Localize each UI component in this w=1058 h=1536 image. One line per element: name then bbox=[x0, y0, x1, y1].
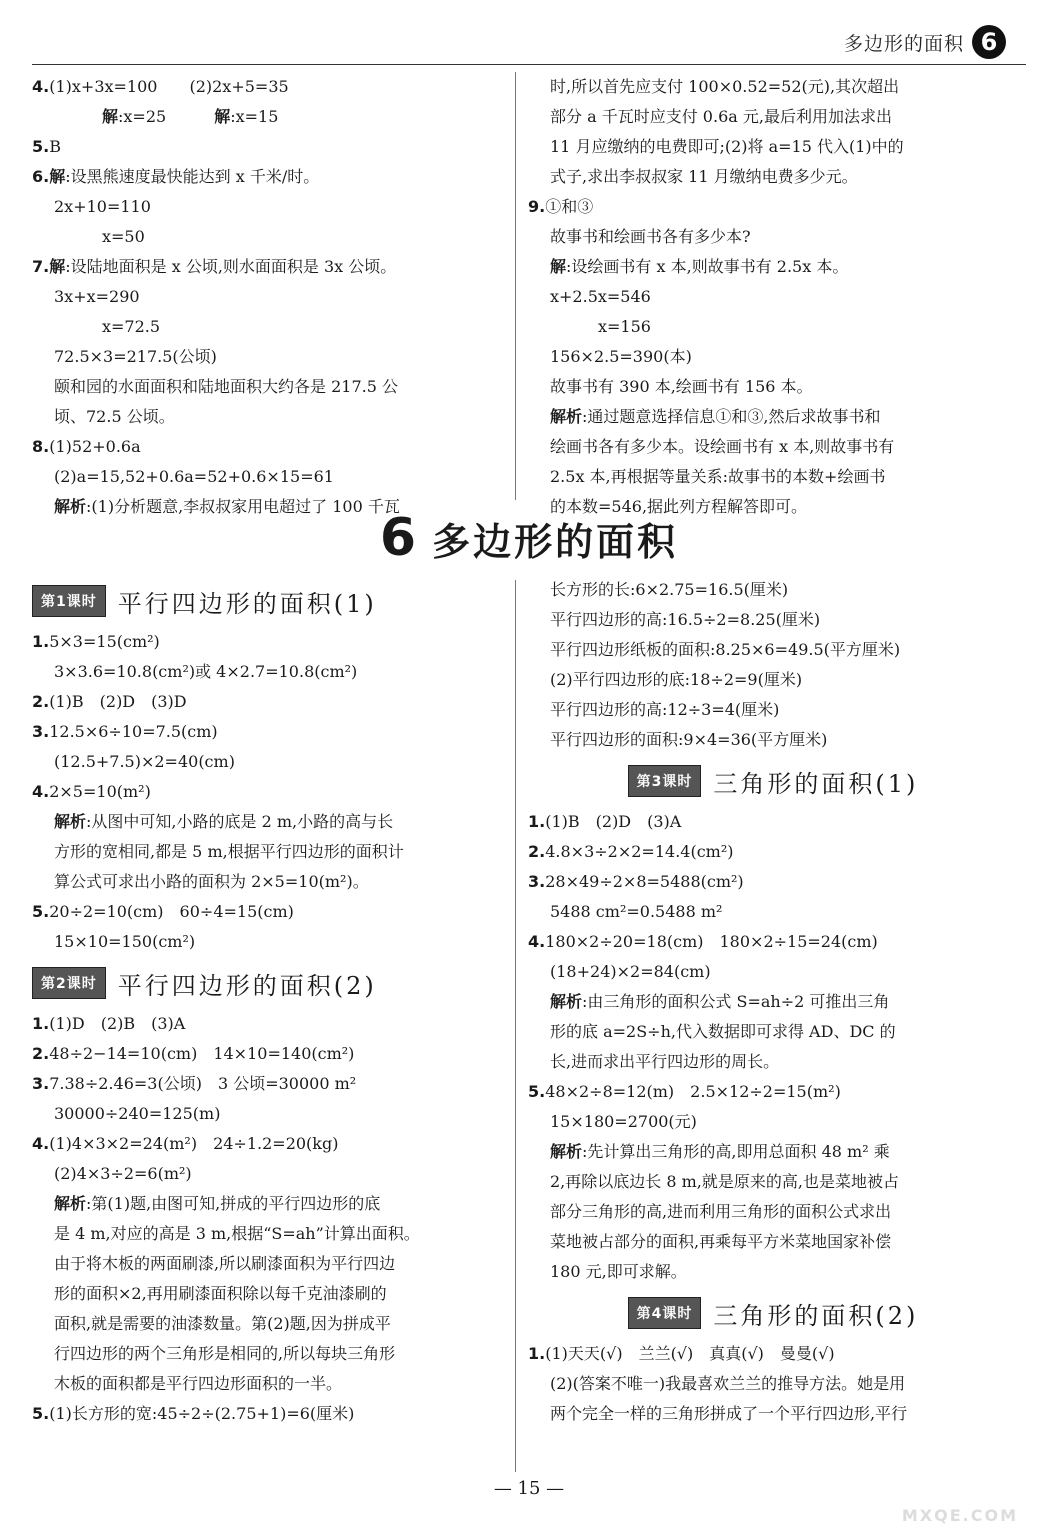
answer-text: 11 月应缴纳的电费即可;(2)将 a=15 代入(1)中的 bbox=[550, 137, 904, 156]
answer-line bbox=[32, 72, 504, 102]
answer-text: 顷、72.5 公顷。 bbox=[54, 407, 175, 426]
answer-label: 解析 bbox=[54, 1194, 87, 1213]
answer-text: ①和③ bbox=[545, 197, 594, 216]
answer-line bbox=[528, 402, 1018, 432]
answer-text: 7.38÷2.46=3(公顷) 3 公顷=30000 m² bbox=[49, 1074, 357, 1093]
answer-line bbox=[32, 837, 504, 867]
answer-text: x=50 bbox=[102, 227, 145, 246]
answer-label: 解 bbox=[214, 107, 231, 126]
answer-text: (18+24)×2=84(cm) bbox=[550, 962, 711, 981]
answer-line bbox=[528, 462, 1018, 492]
answer-label: 解析 bbox=[550, 407, 583, 426]
answer-line bbox=[32, 777, 504, 807]
lesson-2-continued bbox=[528, 575, 1018, 755]
answer-text: (1)B (2)D (3)D bbox=[49, 692, 187, 711]
answer-line bbox=[32, 657, 504, 687]
column-divider-bottom bbox=[515, 580, 516, 1472]
answer-text: 形的面积×2,再用刷漆面积除以每千克油漆刷的 bbox=[54, 1284, 387, 1303]
answer-line bbox=[528, 957, 1018, 987]
answer-text: 形的底 a=2S÷h,代入数据即可求得 AD、DC 的 bbox=[550, 1022, 896, 1041]
answer-line bbox=[32, 1039, 504, 1069]
answer-label: 解析 bbox=[550, 992, 583, 1011]
answer-label: 解 bbox=[49, 167, 66, 186]
answer-text: :x=25 bbox=[118, 107, 215, 126]
answer-line bbox=[528, 807, 1018, 837]
answer-line bbox=[528, 665, 1018, 695]
question-number: 6. bbox=[32, 167, 50, 186]
answer-line bbox=[32, 192, 504, 222]
answer-line bbox=[32, 1159, 504, 1189]
answer-line bbox=[32, 1069, 504, 1099]
answer-line bbox=[528, 1197, 1018, 1227]
question-number: 4. bbox=[528, 932, 546, 951]
answer-text: 48×2÷8=12(m) 2.5×12÷2=15(m²) bbox=[545, 1082, 841, 1101]
lesson-3-tag: 第3课时 bbox=[628, 765, 702, 797]
answer-text: :设黑熊速度最快能达到 x 千米/时。 bbox=[65, 167, 320, 186]
answer-text: :由三角形的面积公式 S=ah÷2 可推出三角 bbox=[582, 992, 890, 1011]
answer-line bbox=[528, 635, 1018, 665]
bottom-left-column bbox=[32, 575, 504, 1429]
answer-line bbox=[528, 162, 1018, 192]
answer-line bbox=[528, 72, 1018, 102]
answer-text: 5488 cm²=0.5488 m² bbox=[550, 902, 723, 921]
watermark-text: MXQE.COM bbox=[901, 1506, 1018, 1525]
answer-line bbox=[32, 102, 504, 132]
answer-line bbox=[528, 192, 1018, 222]
answer-line bbox=[32, 132, 504, 162]
answer-line bbox=[32, 282, 504, 312]
answer-text: (1)B (2)D (3)A bbox=[545, 812, 682, 831]
answer-text: :通过题意选择信息①和③,然后求故事书和 bbox=[582, 407, 881, 426]
question-number: 3. bbox=[32, 722, 50, 741]
chapter-number: 6 bbox=[379, 508, 417, 568]
top-right-column bbox=[528, 72, 1018, 522]
answer-text: 故事书有 390 本,绘画书有 156 本。 bbox=[550, 377, 813, 396]
column-divider-top bbox=[515, 72, 516, 500]
answer-line bbox=[32, 462, 504, 492]
answer-text: x=156 bbox=[598, 317, 651, 336]
answer-text: :设绘画书有 x 本,则故事书有 2.5x 本。 bbox=[566, 257, 849, 276]
answer-text: :x=15 bbox=[230, 107, 279, 126]
answer-text: (1)长方形的宽:45÷2÷(2.75+1)=6(厘米) bbox=[49, 1404, 355, 1423]
answer-line bbox=[32, 717, 504, 747]
answer-line bbox=[528, 1257, 1018, 1287]
answer-line bbox=[32, 252, 504, 282]
answer-text: 30000÷240=125(m) bbox=[54, 1104, 221, 1123]
question-number: 3. bbox=[528, 872, 546, 891]
answer-line bbox=[32, 1369, 504, 1399]
answer-line bbox=[528, 282, 1018, 312]
lesson-2-tag: 第2课时 bbox=[32, 967, 106, 999]
answer-line bbox=[528, 342, 1018, 372]
answer-text: 部分 a 千瓦时应支付 0.6a 元,最后利用加法求出 bbox=[550, 107, 892, 126]
lesson-3-heading bbox=[528, 759, 1018, 803]
answer-line bbox=[528, 432, 1018, 462]
answer-line bbox=[528, 897, 1018, 927]
answer-line bbox=[32, 1249, 504, 1279]
answer-label: 解析 bbox=[54, 812, 87, 831]
answer-line bbox=[32, 1219, 504, 1249]
header-rule bbox=[32, 64, 1026, 65]
question-number: 2. bbox=[32, 1044, 50, 1063]
answer-text: 长方形的长:6×2.75=16.5(厘米) bbox=[550, 580, 789, 599]
answer-label: 解 bbox=[102, 107, 119, 126]
answer-text: 2,再除以底边长 8 m,就是原来的高,也是菜地被占 bbox=[550, 1172, 899, 1191]
answer-line bbox=[32, 402, 504, 432]
question-number: 5. bbox=[32, 1404, 50, 1423]
answer-text: (2)4×3÷2=6(m²) bbox=[54, 1164, 192, 1183]
answer-line bbox=[32, 342, 504, 372]
answer-line bbox=[32, 1129, 504, 1159]
answer-line bbox=[32, 1099, 504, 1129]
answer-text: 20÷2=10(cm) 60÷4=15(cm) bbox=[49, 902, 294, 921]
answer-text: 48÷2−14=10(cm) 14×10=140(cm²) bbox=[49, 1044, 355, 1063]
answer-text: (1)天天(√) 兰兰(√) 真真(√) 曼曼(√) bbox=[545, 1344, 835, 1363]
answer-text: (1)52+0.6a bbox=[49, 437, 141, 456]
answer-text: 面积,就是需要的油漆数量。第(2)题,因为拼成平 bbox=[54, 1314, 391, 1333]
answer-text: 平行四边形纸板的面积:8.25×6=49.5(平方厘米) bbox=[550, 640, 901, 659]
answer-line bbox=[32, 1309, 504, 1339]
lesson-1-title: 平行四边形的面积(1) bbox=[117, 589, 377, 618]
answer-line bbox=[528, 1017, 1018, 1047]
lesson-2-answers bbox=[32, 1009, 504, 1429]
question-number: 4. bbox=[32, 1134, 50, 1153]
answer-text: 式子,求出李叔叔家 11 月缴纳电费多少元。 bbox=[550, 167, 858, 186]
answer-line bbox=[528, 1227, 1018, 1257]
answer-line bbox=[32, 807, 504, 837]
question-number: 9. bbox=[528, 197, 546, 216]
answer-text: 28×49÷2×8=5488(cm²) bbox=[545, 872, 744, 891]
answer-text: 72.5×3=217.5(公顷) bbox=[54, 347, 217, 366]
answer-line bbox=[528, 312, 1018, 342]
answer-text: 两个完全一样的三角形拼成了一个平行四边形,平行 bbox=[550, 1404, 908, 1423]
lesson-4-title: 三角形的面积(2) bbox=[713, 1301, 919, 1330]
answer-line bbox=[528, 867, 1018, 897]
answer-line bbox=[528, 252, 1018, 282]
answer-line bbox=[528, 1167, 1018, 1197]
answer-line bbox=[528, 1077, 1018, 1107]
answer-text: 3x+x=290 bbox=[54, 287, 140, 306]
lesson-4-answers bbox=[528, 1339, 1018, 1429]
answer-text: 的本数=546,据此列方程解答即可。 bbox=[550, 497, 808, 516]
answer-line bbox=[32, 687, 504, 717]
answer-text: 由于将木板的两面刷漆,所以刷漆面积为平行四边 bbox=[54, 1254, 396, 1273]
answer-line bbox=[528, 1369, 1018, 1399]
answer-text: :(1)分析题意,李叔叔家用电超过了 100 千瓦 bbox=[86, 497, 400, 516]
answer-line bbox=[32, 1009, 504, 1039]
answer-label: 解析 bbox=[54, 497, 87, 516]
answer-text: 12.5×6÷10=7.5(cm) bbox=[49, 722, 218, 741]
chapter-title: 多边形的面积 bbox=[432, 519, 679, 564]
question-number: 1. bbox=[528, 812, 546, 831]
answer-label: 解析 bbox=[550, 1142, 583, 1161]
answer-line bbox=[32, 222, 504, 252]
answer-line bbox=[528, 987, 1018, 1017]
answer-text: 2.5x 本,再根据等量关系:故事书的本数+绘画书 bbox=[550, 467, 886, 486]
answer-line bbox=[32, 162, 504, 192]
lesson-1-tag: 第1课时 bbox=[32, 585, 106, 617]
lesson-1-answers bbox=[32, 627, 504, 957]
lesson-3-answers bbox=[528, 807, 1018, 1287]
question-number: 1. bbox=[528, 1344, 546, 1363]
answer-text: 2×5=10(m²) bbox=[49, 782, 151, 801]
answer-line bbox=[528, 695, 1018, 725]
answer-text: 4.8×3÷2×2=14.4(cm²) bbox=[545, 842, 734, 861]
answer-text: 平行四边形的高:12÷3=4(厘米) bbox=[550, 700, 780, 719]
answer-line bbox=[528, 1107, 1018, 1137]
answer-line bbox=[528, 605, 1018, 635]
answer-line bbox=[32, 1399, 504, 1429]
answer-text: 时,所以首先应支付 100×0.52=52(元),其次超出 bbox=[550, 77, 900, 96]
answer-line bbox=[528, 1137, 1018, 1167]
answer-text: 菜地被占部分的面积,再乘每平方米菜地国家补偿 bbox=[550, 1232, 892, 1251]
answer-text: (1)4×3×2=24(m²) 24÷1.2=20(kg) bbox=[49, 1134, 339, 1153]
watermark bbox=[878, 1470, 1018, 1530]
answer-text: 180×2÷20=18(cm) 180×2÷15=24(cm) bbox=[545, 932, 878, 951]
answer-text: 故事书和绘画书各有多少本? bbox=[550, 227, 751, 246]
answer-text: 木板的面积都是平行四边形面积的一半。 bbox=[54, 1374, 343, 1393]
answer-text: 绘画书各有多少本。设绘画书有 x 本,则故事书有 bbox=[550, 437, 895, 456]
answer-line bbox=[528, 927, 1018, 957]
answer-line bbox=[528, 372, 1018, 402]
question-number: 5. bbox=[32, 902, 50, 921]
answer-text: 180 元,即可求解。 bbox=[550, 1262, 687, 1281]
answer-line bbox=[32, 432, 504, 462]
answer-text: 长,进而求出平行四边形的周长。 bbox=[550, 1052, 780, 1071]
answer-text: :先计算出三角形的高,即用总面积 48 m² 乘 bbox=[582, 1142, 890, 1161]
answer-line bbox=[32, 627, 504, 657]
bottom-right-column bbox=[528, 575, 1018, 1429]
question-number: 2. bbox=[32, 692, 50, 711]
answer-line bbox=[32, 372, 504, 402]
answer-text: 是 4 m,对应的高是 3 m,根据“S=ah”计算出面积。 bbox=[54, 1224, 420, 1243]
answer-text: 156×2.5=390(本) bbox=[550, 347, 692, 366]
question-number: 8. bbox=[32, 437, 50, 456]
answer-text: (1)D (2)B (3)A bbox=[49, 1014, 186, 1033]
answer-text: :从图中可知,小路的底是 2 m,小路的高与长 bbox=[86, 812, 394, 831]
question-number: 2. bbox=[528, 842, 546, 861]
answer-text: 方形的宽相同,都是 5 m,根据平行四边形的面积计 bbox=[54, 842, 404, 861]
answer-label: 解 bbox=[49, 257, 66, 276]
answer-line bbox=[528, 1399, 1018, 1429]
answer-line bbox=[528, 222, 1018, 252]
lesson-1-heading bbox=[32, 579, 504, 623]
answer-line bbox=[528, 1339, 1018, 1369]
answer-line bbox=[32, 867, 504, 897]
answer-line bbox=[528, 1047, 1018, 1077]
question-number: 1. bbox=[32, 1014, 50, 1033]
answer-text: 部分三角形的高,进而利用三角形的面积公式求出 bbox=[550, 1202, 892, 1221]
top-left-column bbox=[32, 72, 504, 522]
answer-text: 算公式可求出小路的面积为 2×5=10(m²)。 bbox=[54, 872, 369, 891]
answer-line bbox=[32, 312, 504, 342]
answer-text: 平行四边形的高:16.5÷2=8.25(厘米) bbox=[550, 610, 821, 629]
answer-line bbox=[32, 747, 504, 777]
answer-text: 15×10=150(cm²) bbox=[54, 932, 196, 951]
question-number: 3. bbox=[32, 1074, 50, 1093]
answer-line bbox=[32, 927, 504, 957]
lesson-3-title: 三角形的面积(1) bbox=[713, 769, 919, 798]
answer-text: (2)a=15,52+0.6a=52+0.6×15=61 bbox=[54, 467, 334, 486]
question-number: 5. bbox=[32, 137, 50, 156]
answer-line bbox=[32, 1279, 504, 1309]
unit-number-badge: 6 bbox=[972, 25, 1006, 59]
answer-text: 平行四边形的面积:9×4=36(平方厘米) bbox=[550, 730, 828, 749]
question-number: 5. bbox=[528, 1082, 546, 1101]
question-number: 7. bbox=[32, 257, 50, 276]
answer-line bbox=[528, 132, 1018, 162]
page-number: — 15 — bbox=[493, 1478, 565, 1499]
page-header bbox=[844, 22, 1006, 62]
lesson-2-title: 平行四边形的面积(2) bbox=[117, 971, 377, 1000]
answer-line bbox=[528, 102, 1018, 132]
header-title: 多边形的面积 bbox=[843, 32, 964, 55]
answer-text: 5×3=15(cm²) bbox=[49, 632, 160, 651]
answer-text: x=72.5 bbox=[102, 317, 161, 336]
answer-line bbox=[528, 575, 1018, 605]
answer-text: 2x+10=110 bbox=[54, 197, 151, 216]
question-number: 4. bbox=[32, 782, 50, 801]
answer-text: x+2.5x=546 bbox=[550, 287, 651, 306]
answer-text: 15×180=2700(元) bbox=[550, 1112, 697, 1131]
answer-text: 行四边形的两个三角形是相同的,所以每块三角形 bbox=[54, 1344, 396, 1363]
question-number: 1. bbox=[32, 632, 50, 651]
answer-text: (12.5+7.5)×2=40(cm) bbox=[54, 752, 235, 771]
answer-line bbox=[528, 725, 1018, 755]
answer-text: 3×3.6=10.8(cm²)或 4×2.7=10.8(cm²) bbox=[54, 662, 358, 681]
answer-text: (1)x+3x=100 (2)2x+5=35 bbox=[49, 77, 289, 96]
answer-text: :第(1)题,由图可知,拼成的平行四边形的底 bbox=[86, 1194, 381, 1213]
lesson-4-heading bbox=[528, 1291, 1018, 1335]
answer-text: (2)平行四边形的底:18÷2=9(厘米) bbox=[550, 670, 803, 689]
answer-text: (2)(答案不唯一)我最喜欢兰兰的推导方法。她是用 bbox=[550, 1374, 906, 1393]
answer-line bbox=[32, 897, 504, 927]
chapter-heading bbox=[0, 508, 1058, 568]
answer-text: :设陆地面积是 x 公顷,则水面面积是 3x 公顷。 bbox=[65, 257, 397, 276]
lesson-4-tag: 第4课时 bbox=[628, 1297, 702, 1329]
lesson-2-heading bbox=[32, 961, 504, 1005]
answer-text: B bbox=[49, 137, 61, 156]
answer-line bbox=[32, 1189, 504, 1219]
question-number: 4. bbox=[32, 77, 50, 96]
answer-line bbox=[528, 837, 1018, 867]
answer-line bbox=[32, 1339, 504, 1369]
answer-text: 颐和园的水面面积和陆地面积大约各是 217.5 公 bbox=[54, 377, 398, 396]
answer-label: 解 bbox=[550, 257, 567, 276]
